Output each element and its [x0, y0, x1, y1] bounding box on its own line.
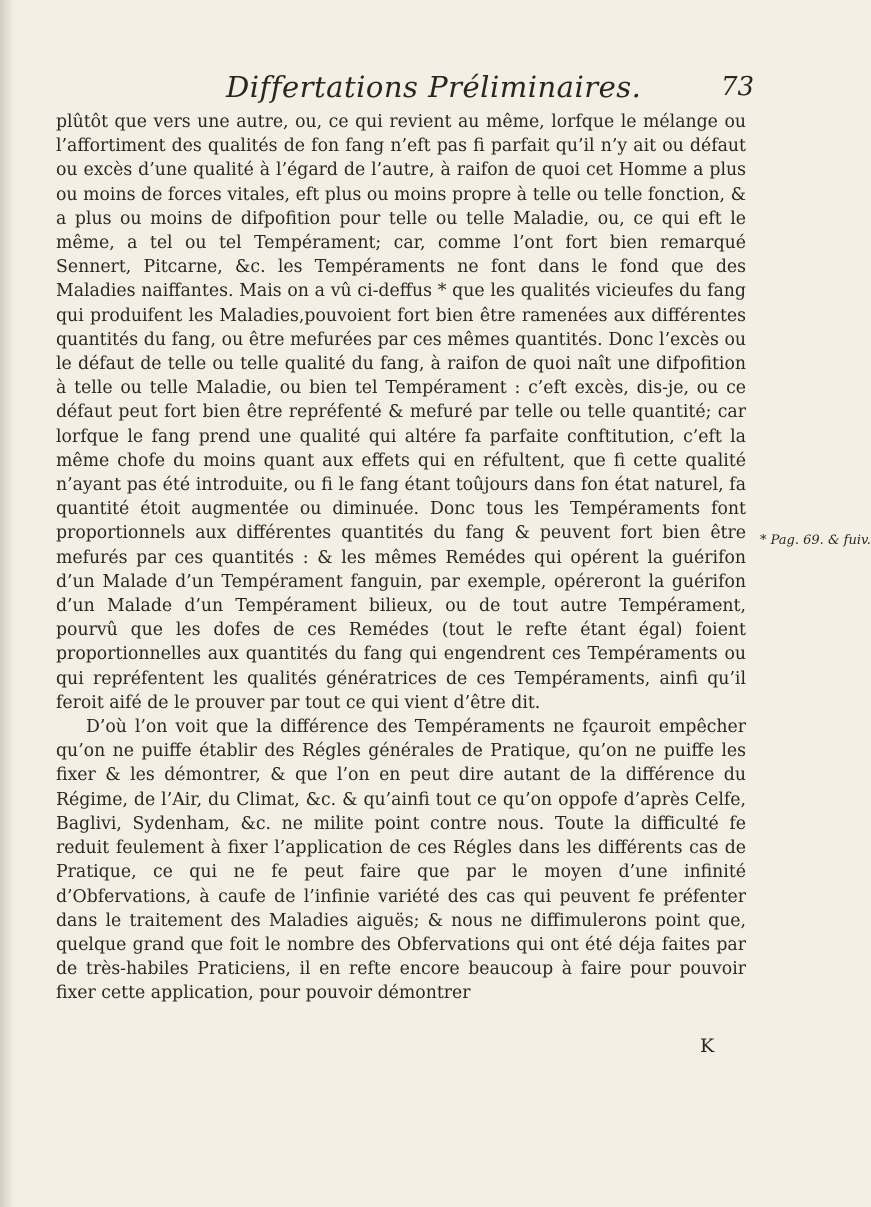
page-header — [56, 70, 756, 110]
page-fold-shadow — [0, 0, 14, 1207]
paragraph-2: D’où l’on voit que la différence des Tempéraments ne fçauroit empêcher qu’on ne puiffe établir des Régles générales de Pratique, qu’on ne puiffe les fixer & les démontrer, & que l’on en peut dire autant de la différence du Régime, de l’Air, du Climat, &c. & qu’ainfi tout ce qu’on oppofe d’après Celfe, Baglivi, Sydenham, &c. ne milite point contre nous. Toute la difficulté fe reduit feulement à fixer l’application de ces Régles dans les différents cas de Pratique, ce qui ne fe peut faire que par le moyen d’une infinité d’Obfervations, à caufe de l’infinie variété des cas qui peuvent fe préfenter dans le traitement des Maladies aiguës; & nous ne diffimulerons point que, quelque grand que foit le nombre des Obfervations qui ont été déja faites par de très-habiles Praticiens, il en refte encore beaucoup à faire pour pouvoir fixer cette application, pour pouvoir démontrer — [56, 717, 746, 1004]
page-number: 73 — [721, 72, 755, 102]
running-title: Differtations Préliminaires. — [226, 70, 642, 104]
paragraph-1: plûtôt que vers une autre, ou, ce qui revient au même, lorfque le mélange ou l’affortiment des qualités de fon fang n’eft pas fi parfait qu’il n’y ait ou défaut ou excès d’une qualité à l’égard de l’autre, à raifon de quoi cet Homme a plus ou moins de forces vitales, eft plus ou moins propre à telle ou telle fonction, & a plus ou moins de difpofition pour telle ou telle Maladie, ou, ce qui eft le même, a tel ou tel Tempérament; car, comme l’ont fort bien remarqué Sennert, Pitcarne, &c. les Tempéraments ne font dans le fond que des Maladies naiffantes. Mais on a vû ci-deffus * que les qualités vicieufes du fang qui produifent les Maladies,pouvoient fort bien être ramenées aux différentes quantités du fang, ou être mefurées par ces mêmes quantités. Donc l’excès ou le défaut de telle ou telle qualité du fang, à raifon de quoi naît une difpofition à telle ou telle Maladie, ou bien tel Tempérament : c’eft excès, dis-je, ou ce défaut peut fort bien être repréfenté & mefuré par telle ou telle quantité; car lorfque le fang prend une qualité qui altére fa parfaite conftitution, c’eft la même chofe du moins quant aux effets qui en réfultent, que fi cette qualité n’ayant pas été introduite, ou fi le fang étant toûjours dans fon état naturel, fa quantité étoit augmentée ou diminuée. Donc tous les Tempéraments font proportionnels aux différentes quantités du fang & peuvent fort bien être mefurés par ces quantités : & les mêmes Remédes qui opérent la guérifon d’un Malade d’un Tempérament fanguin, par exemple, opéreront la guérifon d’un Malade d’un Tempérament bilieux, ou de tout autre Tempérament, pourvû que les dofes de ces Remédes (tout le refte étant égal) foient proportionnelles aux quantités du fang qui engendrent ces Tempéraments ou qui repréfentent les qualités génératrices de ces Tempéraments, ainfi qu’il feroit aifé de le prouver par tout ce qui vient d’être dit. — [56, 112, 746, 713]
margin-note: * Pag. 69. & fuiv. — [760, 533, 871, 548]
signature-mark: K — [700, 1035, 715, 1057]
body-text — [56, 110, 746, 1006]
